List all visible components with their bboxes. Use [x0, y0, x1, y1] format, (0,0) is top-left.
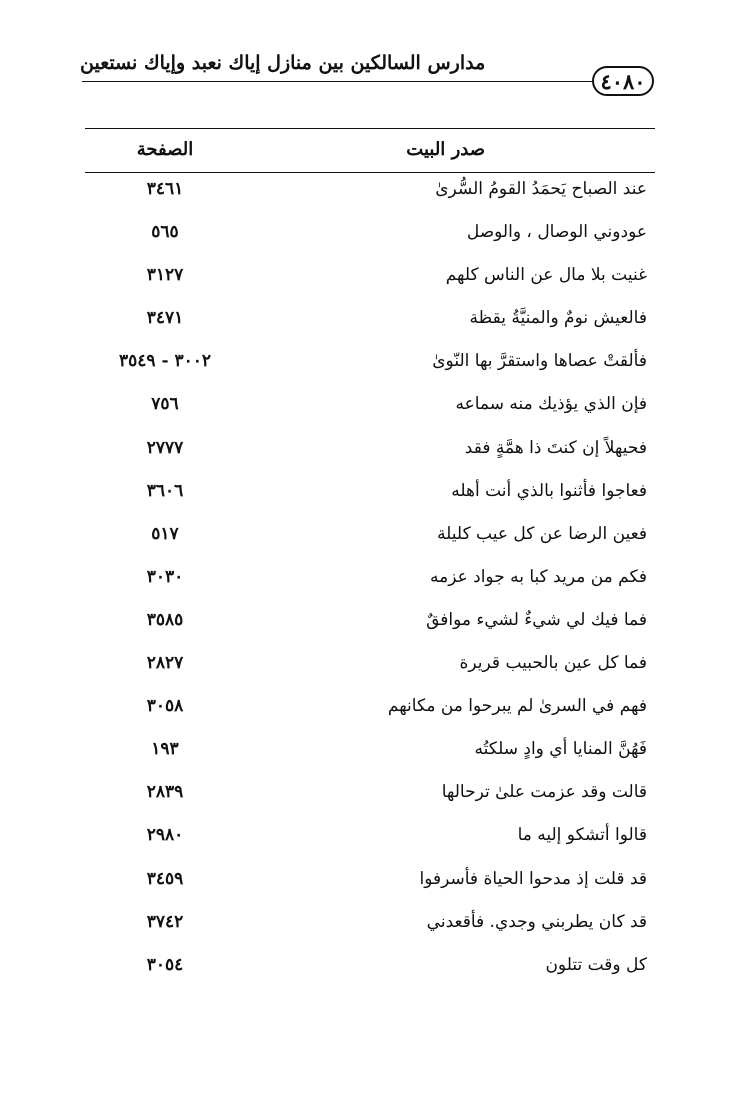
table-row	[85, 432, 655, 475]
verse-cell: عند الصباح يَحمَدُ القومُ السُّرىٰ	[435, 179, 647, 199]
table-row	[85, 216, 655, 259]
page-cell: ٣٤٧١	[146, 308, 184, 329]
table-row	[85, 647, 655, 690]
table-row	[85, 819, 655, 862]
page-cell: ٣٠٥٨	[146, 696, 184, 717]
verse-cell: فكم من مريد كبا به جواد عزمه	[429, 566, 647, 587]
verse-index-table	[85, 128, 655, 992]
verse-cell: كل وقت تتلون	[545, 954, 647, 975]
table-header-row	[85, 129, 655, 172]
table-row	[85, 604, 655, 647]
page-cell: ٢٧٧٧	[146, 437, 184, 458]
table-row	[85, 518, 655, 561]
page-cell: ٥١٧	[151, 523, 179, 544]
table-body	[85, 173, 655, 992]
running-title: مدارس السالكين بين منازل إياك نعبد وإياك نستعين	[80, 52, 486, 74]
verse-cell: قد قلت إذ مدحوا الحياة فأسرفوا	[419, 868, 647, 889]
table-row	[85, 561, 655, 604]
table-row	[85, 949, 655, 992]
verse-cell: فعاجوا فأثنوا بالذي أنت أهله	[451, 480, 647, 501]
verse-cell: فحيهلاً إن كنتَ ذا همَّةٍ فقد	[464, 437, 647, 458]
verse-cell: فعين الرضا عن كل عيب كليلة	[437, 523, 647, 544]
column-header-verse: صدر البيت	[406, 139, 485, 160]
table-row	[85, 345, 655, 388]
table-row	[85, 863, 655, 906]
page-cell: ٣٦٠٦	[146, 480, 184, 501]
verse-cell: فألقتْ عصاها واستقرَّ بها النّوىٰ	[432, 351, 647, 372]
table-row	[85, 259, 655, 302]
verse-cell: فهم في السرىٰ لم يبرحوا من مكانهم	[387, 696, 647, 717]
page-cell: ٧٥٦	[151, 394, 179, 415]
verse-cell: قالت وقد عزمت علىٰ ترحالها	[441, 782, 647, 803]
page-cell: ٥٦٥	[151, 222, 179, 243]
page-cell: ٣٤٥٩	[146, 868, 184, 889]
verse-cell: فما كل عين بالحبيب قريرة	[459, 653, 647, 674]
page-cell: ٣٠٠٢ - ٣٥٤٩	[119, 351, 211, 372]
page-cell: ٣٠٥٤	[146, 954, 184, 975]
column-header-page: الصفحة	[136, 139, 194, 160]
header-rule	[82, 81, 592, 82]
verse-cell: عودوني الوصال ، والوصل	[466, 222, 647, 243]
verse-cell: فإن الذي يؤذيك منه سماعه	[455, 394, 647, 415]
table-row	[85, 733, 655, 776]
page-cell: ٢٩٨٠	[146, 825, 184, 846]
page-cell: ٣٠٣٠	[146, 566, 184, 587]
page-number: ٤٠٨٠	[592, 66, 654, 96]
verse-cell: قالوا أتشكو إليه ما	[517, 825, 647, 846]
verse-cell: قد كان يطربني وجدي. فأقعدني	[426, 911, 647, 932]
table-row	[85, 776, 655, 819]
verse-cell: فَهُنَّ المنايا أي وادٍ سلكتُه	[474, 739, 647, 760]
table-row	[85, 690, 655, 733]
verse-cell: فما فيك لي شيءٌ لشيء موافقٌ	[426, 609, 647, 630]
verse-cell: غنيت بلا مال عن الناس كلهم	[445, 265, 647, 286]
table-row	[85, 388, 655, 431]
table-row	[85, 906, 655, 949]
page-cell: ١٩٣	[151, 739, 179, 760]
table-row	[85, 302, 655, 345]
page-cell: ٣٤٦١	[146, 179, 184, 199]
table-row	[85, 475, 655, 518]
page-cell: ٣١٢٧	[146, 265, 184, 286]
page-cell: ٣٧٤٢	[146, 911, 184, 932]
page-cell: ٣٥٨٥	[146, 609, 184, 630]
verse-cell: فالعيش نومٌ والمنيَّةُ يقظة	[469, 308, 647, 329]
page-cell: ٢٨٣٩	[146, 782, 184, 803]
table-row	[85, 173, 655, 216]
page-cell: ٢٨٢٧	[146, 653, 184, 674]
